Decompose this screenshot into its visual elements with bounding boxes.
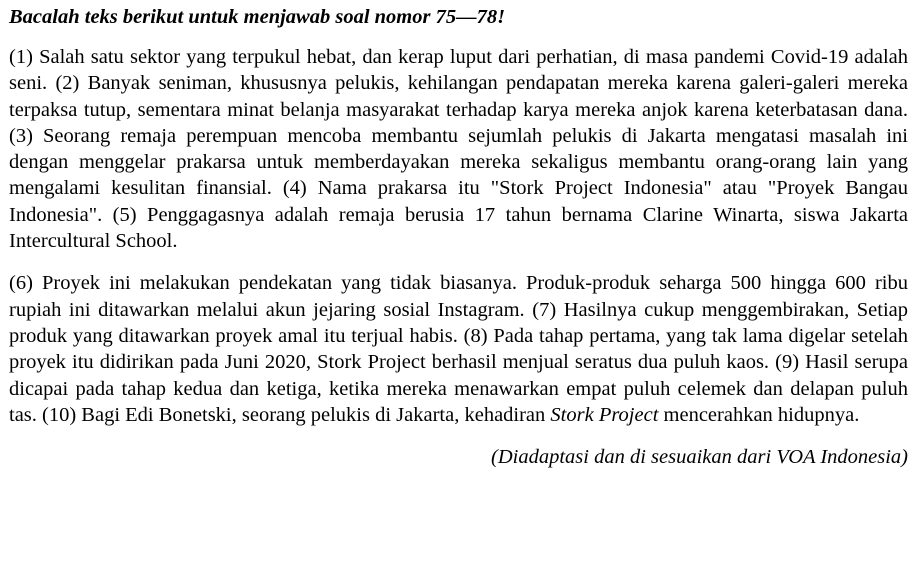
paragraph-2-italic-term: Stork Project	[550, 403, 659, 426]
paragraph-1: (1) Salah satu sektor yang terpukul hebat, dan kerap luput dari perhatian, di masa pandemi Covid-19 adalah seni. (2) Banyak seniman, khususnya pelukis, kehilangan pendapatan mereka karena galeri-galeri mereka terpaksa tutup, sementara minat belanja masyarakat terhadap karya mereka anjok karena keterbatasan dana. (3) Seorang remaja perempuan mencoba membantu sejumlah pelukis di Jakarta mengatasi masalah ini dengan menggelar prakarsa untuk memberdayakan mereka sekaligus membantu orang-orang lain yang mengalami kesulitan finansial. (4) Nama prakarsa itu "Stork Project Indonesia" atau "Proyek Bangau Indonesia". (5) Penggagasnya adalah remaja berusia 17 tahun bernama Clarine Winarta, siswa Jakarta Intercultural School.	[9, 46, 908, 253]
source-citation: (Diadaptasi dan di sesuaikan dari VOA Indonesia)	[491, 446, 908, 469]
paragraph-2	[9, 270, 908, 428]
instruction-heading: Bacalah teks berikut untuk menjawab soal nomor 75—78!	[9, 6, 506, 28]
paragraph-2-text-before: (6) Proyek ini melakukan pendekatan yang tidak biasanya. Produk-produk seharga 500 hingga 600 ribu rupiah ini ditawarkan melalui akun jejaring sosial Instagram. (7) Hasilnya cukup menggembirakan, Setiap produk yang ditawarkan proyek amal itu terjual habis. (8) Pada tahap pertama, yang tak lama digelar setelah proyek itu didirikan pada Juni 2020, Stork Project berhasil menjual seratus dua puluh kaos. (9) Hasil serupa dicapai pada tahap kedua dan ketiga, ketika mereka menawarkan empat puluh celemek dan delapan puluh tas. (10) Bagi Edi Bonetski, seorang pelukis di Jakarta, kehadiran	[9, 272, 908, 426]
paragraph-2-text-after: mencerahkan hidupnya.	[658, 403, 860, 426]
